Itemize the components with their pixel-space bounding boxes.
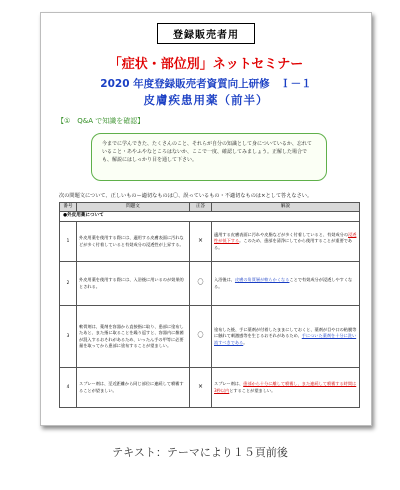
row-question: 外皮用薬を使用する際には、適用する皮膚表面に汚れなどが多く付着していると有効成分の浸透性が上昇する。 — [77, 222, 190, 262]
intro-note-box — [91, 133, 327, 181]
category-label: ●外皮用薬について — [60, 212, 360, 222]
header-explanation: 解説 — [212, 203, 360, 212]
image-caption: テキスト：テーマにより１５頁前後 — [112, 446, 288, 459]
section-heading: 【① Q&A で知識を確認】 — [57, 117, 145, 125]
seminar-title: 「症状・部位別」ネットセミナー — [108, 57, 304, 72]
highlighted-text: 手についた薬剤を十分に洗い流すべきである — [214, 333, 357, 345]
row-question: 軟膏剤は、薬剤を容器から直接指に取り、患部に塗布したあと、また指に取ることを繰り返すと、容器内に雑菌が混入するおそれがあるため、いったん手の甲等に必要量を取ってから患部に塗布することが望ましい。 — [77, 306, 190, 368]
highlighted-text: 患部から十分に離して噴霧し、また連続して噴霧する時間は3秒以内 — [214, 381, 357, 393]
highlighted-text: 浸透性が低下する — [214, 232, 357, 244]
row-answer: × — [190, 368, 212, 408]
category-row — [60, 212, 360, 222]
document-page — [40, 12, 372, 426]
row-explanation: 適用する皮膚表面に汚れや皮脂などが多く付着していると、有効成分の浸透性が低下する。このため、患部を清浄にしてから使用することが重要である。 — [212, 222, 360, 262]
seminar-subtitle: 2020 年度登録販売者資質向上研修 Ｉ－１ — [100, 78, 312, 90]
row-number: 4 — [60, 368, 77, 408]
row-answer: × — [190, 222, 212, 262]
row-answer: 〇 — [190, 306, 212, 368]
table-row — [60, 262, 360, 306]
row-number: 1 — [60, 222, 77, 262]
audience-badge: 登録販売者用 — [157, 23, 255, 44]
row-answer: 〇 — [190, 262, 212, 306]
row-number: 3 — [60, 306, 77, 368]
highlighted-text: 皮膚の角質層が軟らかくなる — [234, 277, 290, 283]
table-row — [60, 368, 360, 408]
quiz-table — [59, 202, 360, 408]
row-question: 外皮用薬を使用する際には、入浴後に用いるのが効果的とされる。 — [77, 262, 190, 306]
row-explanation: 入浴後は、皮膚の角質層が軟らかくなることで有効成分が浸透しやすくなる。 — [212, 262, 360, 306]
header-question: 問題文 — [77, 203, 190, 212]
table-row — [60, 306, 360, 368]
intro-note-text: 今までに学んできた、たくさんのこと、それらが自分の知識として身についているか、忘れていること・あやふやなところはないか、ここで一度、確認してみましょう。正解した場合でも、解説にはしっかり目を通して下さい。 — [102, 141, 312, 163]
row-number: 2 — [60, 262, 77, 306]
row-explanation: 塗布した後、手に薬剤が付着したままにしておくと、薬剤が目や口の粘膜等に触れて刺激感等を生じるおそれがあるため、手についた薬剤を十分に洗い流すべきである。 — [212, 306, 360, 368]
table-header-row — [60, 203, 360, 212]
row-explanation: スプレー剤は、患部から十分に離して噴霧し、また連続して噴霧する時間は3秒以内とすることが望ましい。 — [212, 368, 360, 408]
header-answer: 正答 — [190, 203, 212, 212]
header-number: 番号 — [60, 203, 77, 212]
instructions-text: 次の問題文について、正しいものー適切なものは〇、誤っているもの・不適切なものは×として答えなさい。 — [59, 193, 313, 199]
table-row — [60, 222, 360, 262]
row-question: スプレー剤は、至近距離から同じ部位に連続して噴霧することが望ましい。 — [77, 368, 190, 408]
seminar-topic: 皮膚疾患用薬（前半） — [143, 93, 269, 107]
